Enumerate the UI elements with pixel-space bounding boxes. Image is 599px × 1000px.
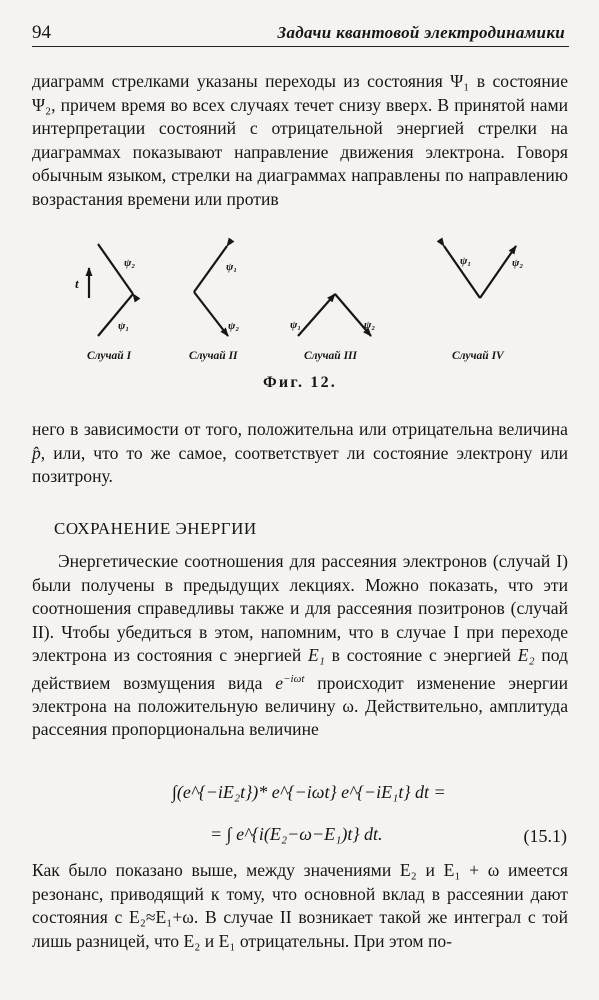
page-header	[32, 18, 569, 47]
p-hat-symbol: p̂	[32, 442, 41, 463]
case3-left-label: ψ₁	[290, 319, 302, 331]
case1-upper-line	[98, 244, 136, 294]
case3-caption: Случай III	[304, 350, 358, 362]
case4-left-label: ψ₁	[460, 255, 472, 267]
intro-text: диаграмм стрелками указаны переходы из состояния Ψ₁ в состояние Ψ₂, причем время во всех случаях течет снизу вверх. В принятой нами интерпретации состояний с отрицательной энергией стрелки на диаграммах показывают направление движения электрона. Говоря обычным языком, стрелки на диаграммах направлены по направлению возрастания времени или против	[32, 71, 568, 209]
case3-left-line	[298, 294, 335, 336]
case4-left-line	[444, 246, 480, 298]
time-label: t	[75, 276, 79, 291]
case3-right-label: ψ₂	[364, 319, 376, 331]
equation-number: (15.1)	[523, 826, 567, 846]
section-title: СОХРАНЕНИЕ ЭНЕРГИИ	[54, 519, 257, 538]
case2-upper-label: ψ₁	[226, 261, 238, 273]
equation-line-2: = ∫ e^{i(E₂−ω−E₁)t} dt.	[210, 824, 383, 844]
energy-text-1: Энергетические соотношения для рассеяния электронов (случай I) были получены в предыдущих лекциях. Можно показать, что эти соотношения справедливы также и для рассеяния позитронов (случай II). Чтобы убедиться в этом, напомним, что в случае I при переходе электрона из состояния с энергией	[32, 551, 568, 665]
case2-upper-line	[194, 246, 227, 292]
e2-symbol: E₂	[517, 645, 535, 665]
continuation-paragraph	[32, 418, 568, 489]
intro-paragraph	[32, 70, 568, 211]
running-title: Задачи квантовой электродинамики	[277, 23, 565, 42]
equation-line-1: ∫(e^{−iE₂t})* e^{−iωt} e^{−iE₁t} dt =	[172, 782, 446, 802]
energy-text-2: в состояние с энергией	[324, 645, 518, 665]
case4-right-line	[480, 246, 516, 298]
energy-text-4: происходит изменение энергии электрона на положительную величину ω. Действительно, амплитуда рассеяния пропорциональна величине	[32, 672, 568, 740]
case4-caption: Случай IV	[452, 350, 504, 362]
final-text: Как было показано выше, между значениями E₂ и E₁ + ω имеется резонанс, приводящий к тому, что основной вклад в рассеянии дают состояния с E₂≈E₁+ω. В случае II возникает такой же интеграл с той лишь разницей, что E₂ и E₁ отрицательны. При этом по-	[32, 860, 568, 951]
case2-lower-label: ψ₂	[228, 320, 240, 332]
final-paragraph	[32, 859, 568, 953]
continuation-text-1: него в зависимости от того, положительна или отрицательна величина	[32, 419, 568, 439]
figure-caption: Фиг. 12.	[262, 374, 338, 391]
case1-caption: Случай I	[87, 350, 132, 362]
perturbation-exponent: −iωt	[283, 672, 305, 685]
case1-upper-label: ψ₂	[124, 257, 136, 269]
case2-caption: Случай II	[189, 350, 238, 362]
case4-right-label: ψ₂	[512, 257, 524, 269]
energy-paragraph	[32, 550, 568, 742]
perturbation-base: e	[275, 672, 284, 693]
case2-lower-line	[194, 292, 228, 336]
figure-12	[32, 236, 568, 396]
case1-lower-label: ψ₁	[118, 320, 130, 332]
e1-symbol: E₁	[308, 645, 325, 665]
energy-text-3: под действием возмущения вида	[32, 645, 568, 693]
continuation-text-2: , или, что то же самое, соответствует ли состояние электрону или позитрону.	[32, 442, 568, 486]
page-number: 94	[32, 22, 51, 43]
